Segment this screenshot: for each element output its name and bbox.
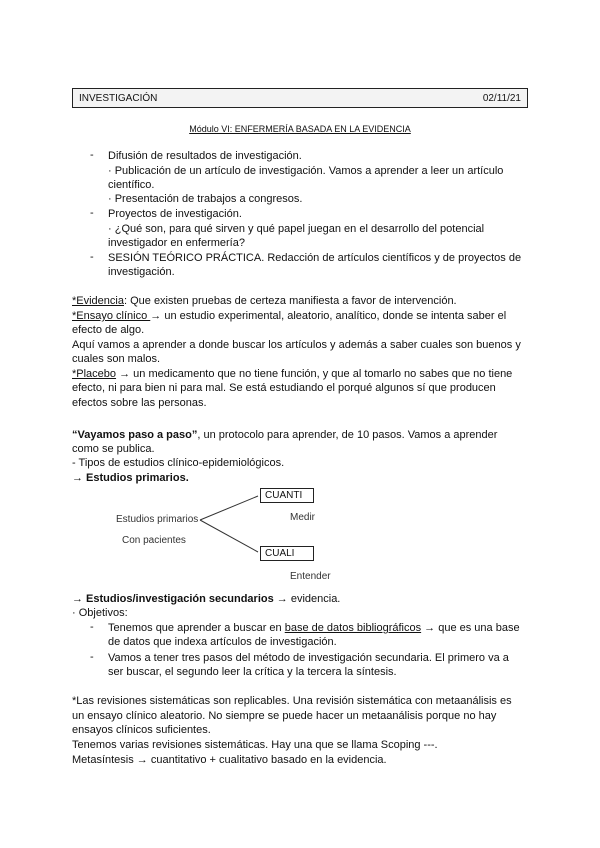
list-item: Proyectos de investigación. — [108, 208, 242, 220]
page-subtitle: Módulo VI: ENFERMERÍA BASADA EN LA EVIDENCIA — [189, 124, 411, 134]
definition-ensayo: *Ensayo clínico → un estudio experimental, aleatorio, analítico, donde se intenta saber el — [72, 310, 507, 322]
text-line: efectos sobre las personas. — [72, 397, 207, 409]
list-item: ser buscar, el segundo leer la crítica y la tercera la síntesis. — [108, 666, 397, 678]
list-item: investigación. — [108, 266, 175, 278]
text-line: efecto, ni para bien ni para mal. Se está estudiando el porqué algunos sí que producen — [72, 382, 496, 394]
diagram-box-cuanti: CUANTI — [260, 488, 314, 503]
definition-placebo: *Placebo → un medicamento que no tiene función, y que al tomarlo no sabes que no tiene — [72, 368, 513, 380]
diagram-label-primarios: Estudios primarios — [116, 514, 199, 525]
list-item: de datos que indexa artículos de investigación. — [108, 636, 337, 648]
text-line: Aquí vamos a aprender a donde buscar los artículos y además a saber cuales son buenos y — [72, 339, 521, 351]
text-line: Tenemos varias revisiones sistemáticas. Hay una que se llama Scoping ---. — [72, 739, 438, 751]
secundarios-bold: → Estudios/investigación secundarios — [72, 593, 274, 605]
text-line: un ensayo clínico aleatorio. No siempre se puede hacer un metaanálisis porque no hay — [72, 710, 497, 722]
diagram-line-lower — [200, 520, 258, 552]
list-subitem: científico. — [108, 179, 155, 191]
term-placebo: *Placebo — [72, 368, 117, 380]
text-line: · Objetivos: — [72, 607, 128, 619]
paso-line: “Vayamos paso a paso”, un protocolo para aprender, de 10 pasos. Vamos a aprender — [72, 429, 498, 441]
text-line: Metasíntesis → cuantitativo + cualitativo basado en la evidencia. — [72, 754, 387, 766]
diagram-label-pacientes: Con pacientes — [122, 535, 186, 546]
list-item: Difusión de resultados de investigación. — [108, 150, 302, 162]
header-title: INVESTIGACIÓN — [79, 92, 158, 104]
diagram-line-upper — [200, 496, 258, 520]
bullet-dash: - — [90, 251, 94, 263]
list-item: SESIÓN TEÓRICO PRÁCTICA. Redacción de artículos científicos y de proyectos de — [108, 252, 522, 264]
definition-evidencia: *Evidencia: Que existen pruebas de certeza manifiesta a favor de intervención. — [72, 295, 457, 307]
list-item: Vamos a tener tres pasos del método de investigación secundaria. El primero va a — [108, 652, 509, 664]
paso-bold: “Vayamos paso a paso” — [72, 429, 198, 441]
diagram-note-entender: Entender — [290, 571, 331, 582]
term-evidencia: *Evidencia — [72, 295, 124, 307]
bullet-dash: - — [90, 149, 94, 161]
primarios-heading: → Estudios primarios. — [72, 472, 189, 484]
text-line: efecto de algo. — [72, 324, 145, 336]
list-item: Tenemos que aprender a buscar en base de datos bibliográficos → que es una base — [108, 622, 520, 634]
header-date: 02/11/21 — [482, 92, 521, 104]
bullet-dash: - — [90, 651, 94, 663]
bullet-dash: - — [90, 621, 94, 633]
term-base-datos: base de datos bibliográficos — [284, 622, 422, 634]
term-ensayo: *Ensayo clínico — [72, 310, 151, 322]
text-line: - Tipos de estudios clínico-epidemiológicos. — [72, 457, 285, 469]
text-line: ensayos clínicos suficientes. — [72, 724, 211, 736]
list-subitem: · ¿Qué son, para qué sirven y qué papel juegan en el desarrollo del potencial — [108, 223, 485, 235]
secundarios-line: → Estudios/investigación secundarios → evidencia. — [72, 593, 341, 605]
text-line: cuales son malos. — [72, 353, 161, 365]
diagram-box-cuali: CUALI — [260, 546, 314, 561]
list-subitem: investigador en enfermería? — [108, 237, 245, 249]
list-subitem: · Publicación de un artículo de investigación. Vamos a aprender a leer un artículo — [108, 165, 504, 177]
text-line: como se publica. — [72, 443, 155, 455]
text-line: *Las revisiones sistemáticas son replicables. Una revisión sistemática con metaanálisis es — [72, 695, 512, 707]
list-subitem: · Presentación de trabajos a congresos. — [108, 193, 303, 205]
diagram-note-medir: Medir — [290, 512, 316, 523]
bullet-dash: - — [90, 207, 94, 219]
